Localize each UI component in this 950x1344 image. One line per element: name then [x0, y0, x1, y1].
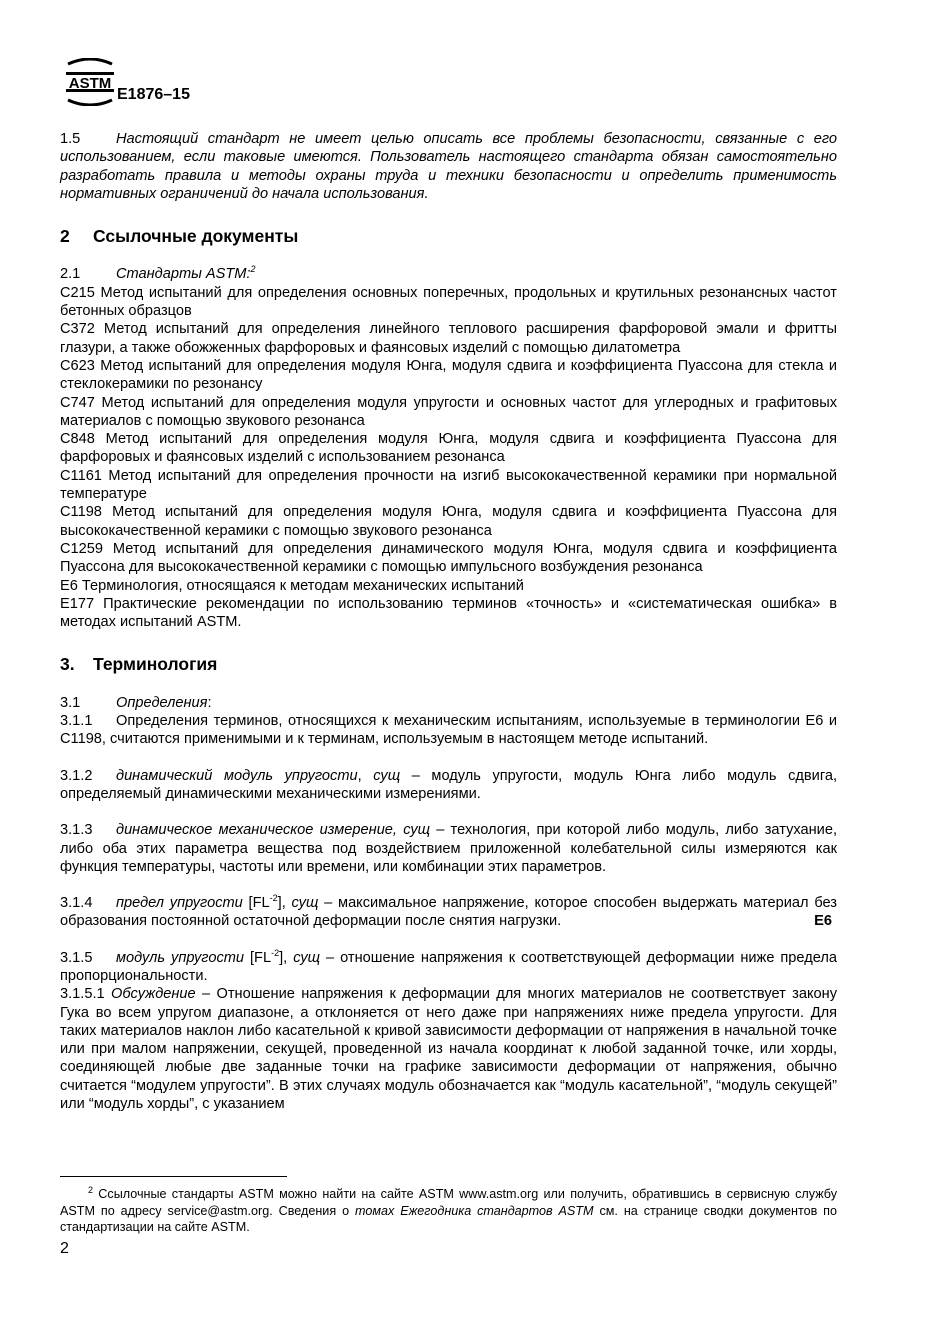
dimension-exponent: -2	[271, 947, 280, 958]
paragraph-number: 3.1	[60, 694, 81, 711]
footnote-text-italic: томах Ежегодника стандартов ASTM	[355, 1203, 594, 1218]
defined-term: динамический модуль упругости	[116, 767, 358, 784]
section-title: Терминология	[93, 654, 218, 675]
reference-item: C215 Метод испытаний для определения основных поперечных, продольных и крутильных резонансных частот бетонных образцов	[60, 284, 837, 320]
paragraph-number: 2.1	[60, 266, 81, 283]
paragraph-3-1-4	[60, 894, 837, 931]
part-of-speech: сущ	[293, 949, 321, 966]
part-of-speech: сущ	[291, 895, 319, 912]
definition-text: – максимальное напряжение, которое способен выдержать материал без образования постоянной остаточной деформации после снятия нагрузки.	[60, 895, 838, 930]
paragraph-text: Настоящий стандарт не имеет целью описать все проблемы безопасности, связанные с его использованием, если таковые имеются. Пользователь настоящего стандарта обязан самостоятельно разработать правила и методы охраны труда и техники безопасности и определить применимость нормативных ограничений до начала использования.	[60, 131, 837, 202]
subsection-colon: :	[207, 694, 212, 711]
paragraph-3-1-5-1	[60, 985, 837, 1113]
paragraph-number: 3.1.1	[60, 713, 93, 730]
paragraph-number: 3.1.4	[60, 895, 93, 912]
reference-item: C747 Метод испытаний для определения модуля упругости и основных частот для углеродных и графитовых материалов с помощью звукового резонанса	[60, 394, 837, 429]
reference-item: C1259 Метод испытаний для определения динамического модуля Юнга, модуля сдвига и коэффициента Пуассона для высококачественной керамики с помощью импульсного возбуждения резонанса	[60, 540, 837, 576]
dimension-exponent: -2	[269, 893, 278, 904]
reference-item: C1161 Метод испытаний для определения прочности на изгиб высококачественной керамики при нормальной температуре	[60, 467, 837, 503]
reference-list	[60, 284, 837, 632]
astm-logo	[60, 58, 120, 106]
document-body	[60, 130, 837, 1113]
section-title: Ссылочные документы	[93, 226, 299, 247]
dimension-close: ],	[279, 949, 294, 966]
paragraph-number: 3.1.5	[60, 949, 93, 966]
subsection-2-1	[60, 265, 837, 283]
definition-text: – отношение напряжения к соответствующей деформации ниже предела пропорциональности.	[60, 949, 838, 984]
logo-lettering: ASTM	[68, 75, 112, 92]
document-number: E1876–15	[117, 86, 190, 103]
definition-text: – модуль упругости, модуль Юнга либо модуль сдвига, определяемый динамическими механическими измерениями.	[60, 767, 837, 802]
part-of-speech: сущ	[373, 767, 401, 784]
footnote-separator	[60, 1176, 287, 1177]
footnote-text-b: см. на странице сводки документов по стандартизации на сайте ASTM.	[60, 1203, 838, 1234]
paragraph-1-5	[60, 130, 837, 203]
section-2-heading	[60, 227, 837, 245]
reference-item: C848 Метод испытаний для определения модуля Юнга, модуля сдвига и коэффициента Пуассона для фарфоровых и фаянсовых изделий с использованием резонанса	[60, 431, 837, 466]
defined-term: предел упругости	[116, 895, 243, 912]
paragraph-number: 3.1.3	[60, 822, 93, 839]
reference-item: E177 Практические рекомендации по использованию терминов «точность» и «систематическая ошибка» в методах испытаний ASTM.	[60, 595, 837, 631]
part-of-speech: сущ	[403, 822, 431, 839]
footnote-marker: 2	[250, 264, 256, 275]
paragraph-text: Определения терминов, относящихся к механическим испытаниям, используемые в терминологии E6 и C1198, считаются применимыми и к терминам, используемым в настоящем методе испытаний.	[60, 713, 837, 748]
paragraph-3-1-5	[60, 949, 837, 986]
section-number: 2	[60, 226, 70, 247]
subsection-3-1	[60, 694, 837, 712]
page-number: 2	[60, 1240, 69, 1257]
footnote	[60, 1186, 837, 1236]
dimension-open: [FL	[242, 895, 270, 912]
defined-term: модуль упругости	[116, 949, 245, 966]
reference-item: C372 Метод испытаний для определения линейного теплового расширения фарфоровой эмали и фритты глазури, а также обожженных фарфоровых и фаянсовых изделий с помощью дилатометра	[60, 321, 837, 356]
paragraph-3-1-3	[60, 821, 837, 876]
paragraph-number: 3.1.5.1	[60, 986, 105, 1003]
paragraph-3-1-2: 3.1.2 динамический модуль упругости, сущ – модуль упругости, модуль Юнга либо модуль сдвига, определяемый динамическими механическими измерениями.	[60, 767, 837, 802]
footnote-text-a: Ссылочные стандарты ASTM можно найти на сайте ASTM www.astm.org или получить, обратившись в сервисную службу ASTM по адресу service@astm.org. Сведения о	[60, 1187, 837, 1218]
defined-term: динамическое механическое измерение,	[116, 822, 397, 839]
paragraph-number: 3.1.2	[60, 767, 93, 784]
definition-text: – технология, при которой либо модуль, либо затухание, либо оба этих параметра вещества под воздействием приложенной колебательной силы измеряются как функция температуры, частоты или времени, или комбинации этих параметров.	[60, 822, 837, 875]
source-tag: E6	[814, 913, 832, 930]
section-3-heading	[60, 655, 837, 673]
reference-item: E6 Терминология, относящаяся к методам механических испытаний	[60, 577, 524, 594]
discussion-label: Обсуждение	[111, 986, 196, 1003]
discussion-text: – Отношение напряжения к деформации для многих материалов не соответствует закону Гука во всем упругом диапазоне, а отклоняется от него даже при напряжениях ниже предела упругости. Для таких материалов наклон либо касательной к кривой зависимости деформации от напряжения в начальной точке или при малом напряжении, секущей, проведенной из начала координат к любой заданной точке, или хорды, соединяющей любые две заданные точки на графике зависимости деформации от напряжения, обычно считается “модулем упругости”. В этих случаях модуль обозначается как “модуль касательной”, “модуль секущей” или “модуль хорды”, с указанием	[60, 986, 837, 1113]
subsection-title: Определения	[116, 694, 208, 711]
paragraph-3-1-1	[60, 712, 837, 749]
reference-item: C1198 Метод испытаний для определения модуля Юнга, модуля сдвига и коэффициента Пуассона для высококачественной керамики с помощью звукового резонанса	[60, 504, 837, 539]
subsection-title: Стандарты ASTM:	[116, 266, 251, 283]
footnote-number: 2	[88, 1184, 94, 1195]
section-number: 3.	[60, 654, 75, 675]
reference-item: C623 Метод испытаний для определения модуля Юнга, модуля сдвига и коэффициента Пуассона для стекла и стеклокерамики по резонансу	[60, 357, 837, 393]
dimension-open: [FL	[244, 949, 272, 966]
paragraph-number: 1.5	[60, 131, 81, 147]
dimension-close: ],	[277, 895, 292, 912]
